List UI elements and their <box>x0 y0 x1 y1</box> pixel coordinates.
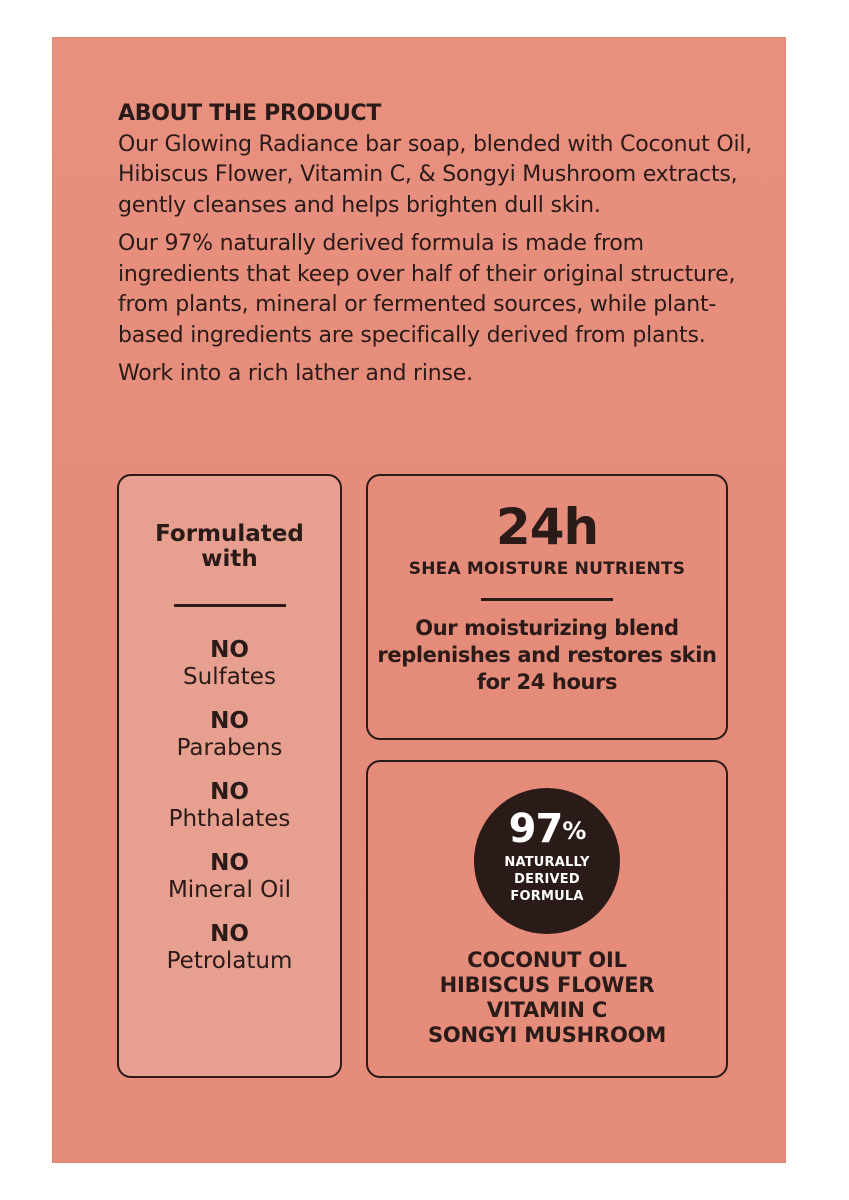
excluded-ingredient: Mineral Oil <box>167 877 292 903</box>
no-label: NO <box>210 708 249 734</box>
ingredient-item: HIBISCUS FLOWER <box>439 973 655 997</box>
divider <box>481 598 613 601</box>
formulated-with-box <box>117 474 342 1078</box>
about-paragraph: Work into a rich lather and rinse. <box>118 361 473 386</box>
badge-line: NATURALLY <box>504 855 590 870</box>
badge-text <box>474 854 620 905</box>
formulated-title-line: with <box>201 546 258 572</box>
description-line: Our moisturizing blend <box>415 616 679 640</box>
no-mineral-oil-item <box>119 850 340 904</box>
badge-number: 97 <box>508 806 563 852</box>
excluded-ingredient: Sulfates <box>183 664 276 690</box>
key-ingredients-list <box>368 948 726 1048</box>
no-sulfates-item <box>119 637 340 691</box>
badge-percentage <box>474 808 620 850</box>
badge-percent-sign: % <box>562 817 586 845</box>
nutrients-box <box>366 474 728 740</box>
naturally-derived-badge <box>474 788 620 934</box>
description-line: replenishes and restores skin <box>377 643 717 667</box>
no-label: NO <box>210 637 249 663</box>
ingredient-item: SONGYI MUSHROOM <box>427 1023 667 1047</box>
about-paragraph: Our 97% naturally derived formula is made from ingredients that keep over half of their original structure, from plants, mineral or fermented sources, while plant-based ingredients are specifically derived from plants. <box>118 231 736 348</box>
no-petrolatum-item <box>119 921 340 975</box>
no-label: NO <box>210 850 249 876</box>
excluded-ingredient: Phthalates <box>168 806 291 832</box>
nutrients-description <box>368 615 726 696</box>
description-line: for 24 hours <box>476 670 618 694</box>
about-section <box>118 99 768 398</box>
ingredient-item: COCONUT OIL <box>467 948 627 972</box>
excluded-ingredient: Parabens <box>176 735 283 761</box>
no-parabens-item <box>119 708 340 762</box>
badge-line: DERIVED <box>514 872 580 887</box>
hours-headline: 24h <box>495 498 599 556</box>
ingredient-item: VITAMIN C <box>486 998 608 1022</box>
about-title: ABOUT THE PRODUCT <box>118 101 382 126</box>
about-paragraph: Our Glowing Radiance bar soap, blended with Coconut Oil, Hibiscus Flower, Vitamin C, & Songyi Mushroom extracts, gently cleanses and helps brighten dull skin. <box>118 131 753 218</box>
excluded-ingredient: Petrolatum <box>166 948 293 974</box>
no-label: NO <box>210 921 249 947</box>
no-label: NO <box>210 779 249 805</box>
product-panel <box>52 37 786 1163</box>
no-phthalates-item <box>119 779 340 833</box>
formulated-title <box>119 522 340 572</box>
formulated-title-line: Formulated <box>155 521 304 547</box>
nutrients-title: SHEA MOISTURE NUTRIENTS <box>408 559 686 579</box>
badge-line: FORMULA <box>510 889 584 904</box>
ingredients-box <box>366 760 728 1078</box>
divider <box>174 604 286 607</box>
